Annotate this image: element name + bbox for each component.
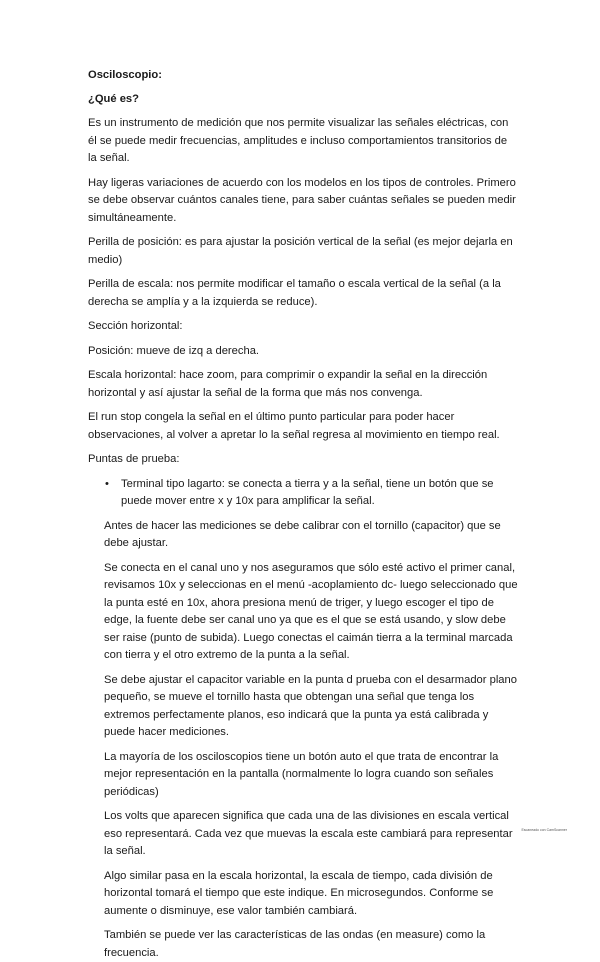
paragraph-measure: También se puede ver las características de las ondas (en measure) como la frecuencia. <box>104 929 486 959</box>
paragraph-auto-button: La mayoría de los osciloscopios tiene un botón auto el que trata de encontrar la mejor representación en la pantalla (normalmente lo logra cuando son señales periódicas) <box>104 750 499 798</box>
paragraph-calibrate: Antes de hacer las mediciones se debe calibrar con el tornillo (capacitor) que se debe ajustar. <box>104 519 501 549</box>
scanner-footer: Escaneado con CamScanner <box>521 828 567 832</box>
paragraph-run-stop: El run stop congela la señal en el último punto particular para poder hacer observaciones, al volver a apretar lo la señal regresa al movimiento en tiempo real. <box>88 411 500 441</box>
paragraph-horizontal-time: Algo similar pasa en la escala horizontal, la escala de tiempo, cada división de horizontal tomará el tiempo que este indique. En microsegundos. Conforme se aumente o disminuye, ese valor también cambiará. <box>104 869 494 917</box>
paragraph-volts: Los volts que aparecen significa que cada una de las divisiones en escala vertical eso representará. Cada vez que muevas la escala este cambiará para representar la señal. <box>104 810 513 857</box>
paragraph-horizontal-section: Sección horizontal: <box>88 320 183 332</box>
paragraph-horizontal-scale: Escala horizontal: hace zoom, para comprimir o expandir la señal en la dirección horizontal y así ajustar la señal de la forma que más nos convenga. <box>88 369 488 399</box>
document-title: Osciloscopio: <box>88 69 162 81</box>
paragraph-position-knob: Perilla de posición: es para ajustar la posición vertical de la señal (es mejor dejarla en medio) <box>88 236 513 266</box>
section-heading: ¿Qué es? <box>88 92 139 105</box>
paragraph-definition: Es un instrumento de medición que nos permite visualizar las señales eléctricas, con él se puede medir frecuencias, amplitudes e incluso comportamientos transitorios de la señal. <box>88 117 509 164</box>
paragraph-connect-channel: Se conecta en el canal uno y nos aseguramos que sólo esté activo el primer canal, revisamos 10x y seleccionas en el menú -acoplamiento dc- luego seleccionado que la punta esté en 10x, ahora presiona menú de triger, y luego escoger el tipo de edge, la fuente debe ser canal uno ya que es el que se está usando, y slow debe ser raise (punto de subida). Luego conectas el caimán tierra a la terminal marcada con tierra y el otro extremo de la punta a la señal. <box>104 561 518 661</box>
list-item: • Terminal tipo lagarto: se conecta a tierra y a la señal, tiene un botón que se puede mover entre x y 10x para amplificar la señal. <box>88 476 518 511</box>
document-page <box>88 67 518 962</box>
paragraph-probes-heading: Puntas de prueba: <box>88 453 180 465</box>
paragraph-scale-knob: Perilla de escala: nos permite modificar el tamaño o escala vertical de la señal (a la derecha se amplía y a la izquierda se reduce). <box>88 278 501 308</box>
paragraph-adjust-capacitor: Se debe ajustar el capacitor variable en la punta d prueba con el desarmador plano pequeño, se mueve el tornillo hasta que obtengan una señal que tenga los extremos perfectamente planos, eso indicará que la punta ya está calibrada y puede hacer mediciones. <box>104 673 517 738</box>
paragraph-position: Posición: mueve de izq a derecha. <box>88 344 260 357</box>
paragraph-channels: Hay ligeras variaciones de acuerdo con los modelos en los tipos de controles. Primero se debe observar cuántos canales tiene, para saber cuántas señales se pueden medir simultáneamente. <box>88 176 516 224</box>
bullet-list <box>88 476 518 511</box>
